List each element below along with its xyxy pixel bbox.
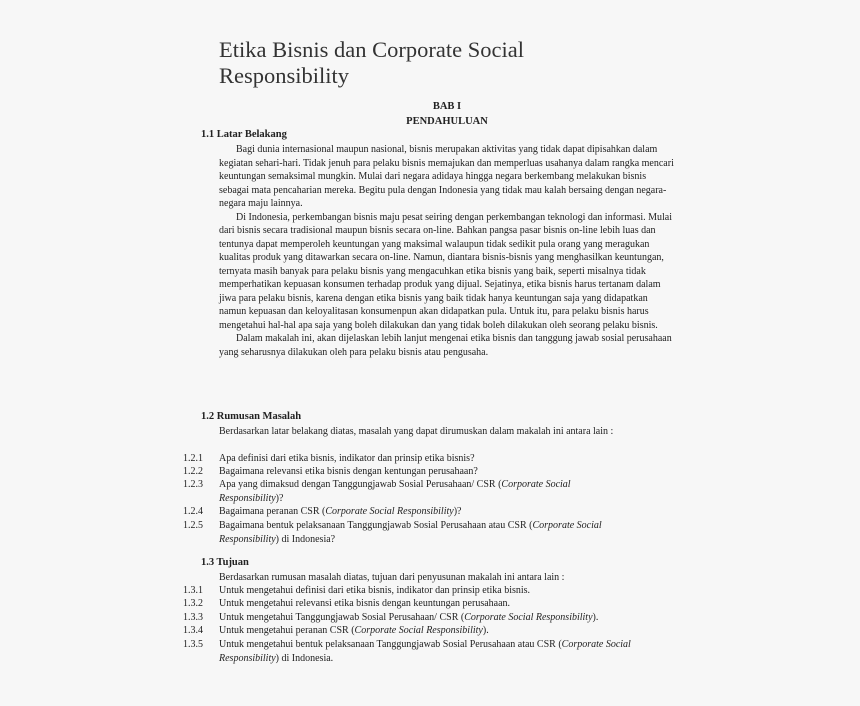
chapter-name: PENDAHULUAN [406,116,488,127]
list-item-number: 1.3.5 [183,639,203,650]
list-item-text [219,638,681,665]
section-heading-rumusan-masalah: 1.2 Rumusan Masalah [201,411,302,422]
list-item-text-main: Bagaimana relevansi etika bisnis dengan kentungan perusahaan? [219,466,478,477]
list-item-text-tail: ). [482,625,489,636]
list-item-text [219,478,637,505]
section-heading-latar-belakang: 1.1 Latar Belakang [201,129,287,140]
list-item-text-tail: ). [592,612,599,623]
tujuan-intro: Berdasarkan rumusan masalah diatas, tujuan dari penyusunan makalah ini antara lain : [219,572,565,583]
list-item-text [219,584,659,598]
list-item-text-italic: Corporate Social Responsibility [354,625,483,636]
list-item-text [219,519,651,546]
list-item-text-main: Untuk mengetahui definisi dari etika bisnis, indikator dan prinsip etika bisnis. [219,585,531,596]
list-item-text-main: Untuk mengetahui relevansi etika bisnis dengan keuntungan perusahaan. [219,598,511,609]
list-item-text-italic: Corporate Social Responsibility [219,479,571,504]
list-item-text [219,465,639,479]
list-item-text-main: Bagaimana bentuk pelaksanaan Tanggungjawab Sosial Perusahaan atau CSR ( [219,520,533,531]
list-item-text-tail: ) di Indonesia. [275,652,334,664]
list-item-text-main: Bagaimana peranan CSR ( [219,506,326,517]
list-item-text-main: Apa yang dimaksud dengan Tanggungjawab Sosial Perusahaan/ CSR ( [219,479,502,490]
list-item-number: 1.2.3 [183,479,203,490]
list-item-text-tail: )? [275,492,284,504]
paragraph: Dalam makalah ini, akan dijelaskan lebih lanjut mengenai etika bisnis dan tanggung jawab sosial perusahaan yang seharusnya dilakukan oleh para pelaku bisnis atau pengusaha. [219,333,672,358]
list-item-text-main: Untuk mengetahui bentuk pelaksanaan Tanggungjawab Sosial Perusahaan atau CSR ( [219,639,562,650]
list-item-number: 1.3.2 [183,598,203,609]
chapter-number: BAB I [432,101,462,112]
list-item-number: 1.2.1 [183,453,203,464]
list-item-number: 1.2.4 [183,506,203,517]
latar-belakang-body [219,143,675,359]
list-item-text-italic: Corporate Social Responsibility [325,506,454,517]
list-item-number: 1.3.3 [183,612,203,623]
list-item-text [219,624,659,638]
list-item-text-main: Untuk mengetahui Tanggungjawab Sosial Perusahaan/ CSR ( [219,612,465,623]
list-item-text-italic: Corporate Social Responsibility [464,612,593,623]
list-item-text-tail: ) di Indonesia? [275,533,336,545]
paragraph: Di Indonesia, perkembangan bisnis maju pesat seiring dengan perkembangan teknologi dan informasi. Mulai dari bisnis secara tradisional maupun bisnis secara on-line. Bahkan pangsa pasar bisnis on-line lebih luas dan tentunya dapat memperoleh keuntungan yang maksimal walaupun tidak sedikit pula orang yang meragukan kualitas produk yang ditawarkan secara on-line. Namun, diantara bisnis-bisnis yang menghasilkan keuntungan, ternyata masih banyak para pelaku bisnis yang mengacuhkan etika bisnis yang baik, seperti misalnya tidak memperhatikan kepuasan konsumen terhadap produk yang dijual. Sejatinya, etika bisnis harus tertanam dalam jiwa para pelaku bisnis, karena dengan etika bisnis yang baik tidak hanya keuntungan saja yang didapatkan namun kepuasan dan keloyalitasan konsumenpun akan didapatkan pula. Untuk itu, para pelaku bisnis harus mengetahui hal-hal apa saja yang boleh dilakukan dan yang tidak boleh dilakukan oleh seorang pelaku bisnis. [219,211,673,331]
list-item-text-main: Apa definisi dari etika bisnis, indikator dan prinsip etika bisnis? [219,453,475,464]
list-item-text-tail: )? [453,506,462,517]
list-item-number: 1.2.2 [183,466,203,477]
list-item-number: 1.2.5 [183,520,203,531]
list-item-text-main: Untuk mengetahui peranan CSR ( [219,625,355,636]
section-heading-tujuan: 1.3 Tujuan [201,557,249,568]
list-item-text [219,611,679,625]
paragraph: Bagi dunia internasional maupun nasional, bisnis merupakan aktivitas yang tidak dapat dipisahkan dalam kegiatan sehari-hari. Tidak jenuh para pelaku bisnis memajukan dan memperluas usahanya dalam rangka mencari keuntungan semaksimal mungkin. Mulai dari negara adidaya hingga negara berkembang melakukan bisnis sebagai mata pencaharian mereka. Begitu pula dengan Indonesia yang tidak mau kalah bersaing dengan negara-negara maju lainnya. [219,144,674,209]
list-item-text-italic: Corporate Social Responsibility [219,520,602,545]
rumusan-intro: Berdasarkan latar belakang diatas, masalah yang dapat dirumuskan dalam makalah ini antara lain : [219,426,614,437]
list-item-text-italic: Corporate Social Responsibility [219,639,631,664]
list-item-text [219,452,639,466]
list-item-number: 1.3.1 [183,585,203,596]
list-item-text [219,597,659,611]
list-item-number: 1.3.4 [183,625,203,636]
list-item-text [219,505,639,519]
document-title: Etika Bisnis dan Corporate Social Responsibility [219,37,524,88]
